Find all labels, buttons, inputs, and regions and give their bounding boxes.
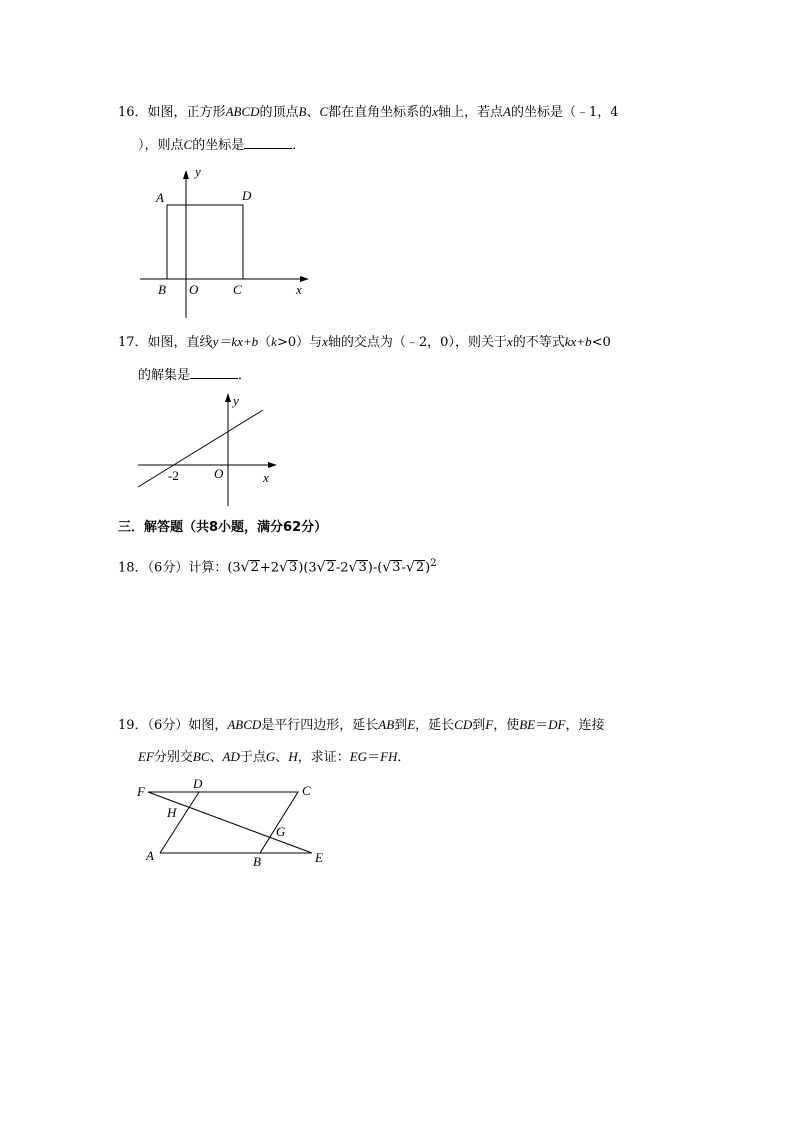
q19-var: CD [454,717,473,732]
label-o: O [214,466,224,481]
label-y: y [233,393,239,408]
sqrt-sign: √ [279,559,288,576]
q16-var: ABCD [225,104,260,119]
q17-text: ． [238,368,252,383]
q16-text: ），则点 [138,138,184,153]
q17-var: x [506,334,513,349]
q19-text: ＝ [367,750,381,765]
q17-eq: y＝kx+b [212,334,259,349]
q18-expr: -2 [335,560,349,576]
radicand: 2 [250,560,259,576]
q19-var: BE [519,717,536,732]
sqrt-sign: √ [316,559,326,576]
sqrt-sign: √ [382,559,392,576]
q16-text: 轴上，若点 [437,105,503,120]
label-d: D [193,776,203,791]
label-a: A [156,190,164,205]
q19-text: 是平行四边形，延长 [261,718,379,733]
q18-number: 18． [118,560,148,576]
label-d: D [242,188,252,203]
q17-text: 的不等式 [512,335,565,350]
q19-var: AB [378,717,395,732]
label-x: x [296,282,302,297]
q17-ineq: kx+b [564,334,592,349]
q19-text: ＝ [535,718,549,733]
q16-text: 的顶点 [259,105,299,120]
q18-text: （6分）计算： [147,560,228,576]
q19-text: ． [397,750,411,765]
sqrt-sign: √ [240,559,250,576]
label-b: B [158,282,166,297]
radicand: 3 [392,560,401,576]
q19-text: 于点 [239,750,266,765]
q18-expr: )-( [367,560,383,576]
q18-expr: (3 [227,560,241,576]
q16-text: 的坐标是（﹣1，4 [510,105,619,120]
q19-text: 到 [394,718,408,733]
q17-number: 17． [118,335,148,350]
q16-var: A [502,104,511,119]
q19-var: F [485,717,494,732]
exponent: 2 [430,558,437,569]
q18-expr: +2 [259,560,280,576]
q17-text: 如图，直线 [147,335,213,350]
q19-var: EG [349,749,368,764]
sqrt-sign: √ [348,559,358,576]
q16-text: 都在直角坐标系的 [328,105,433,120]
q19-var: BC [192,749,210,764]
radicand: 3 [288,560,298,576]
q19-text: 到 [472,718,486,733]
q19-var: EF [138,749,154,764]
q19-var: E [407,717,416,732]
label-c: C [302,783,311,798]
label-e: E [315,850,323,865]
q16-var: C [319,104,329,119]
q18-expr: - [401,560,406,576]
q19-text: ，连接 [565,718,605,733]
q19-var: DF [548,717,566,732]
q16-text: ． [292,138,306,153]
q19-number: 19． [118,718,148,733]
q16-text: 、 [306,105,320,120]
q19-var: FH [380,749,398,764]
q16-text: 如图，正方形 [147,105,226,120]
q19-var: AD [222,749,240,764]
label-minus-2: -2 [168,468,179,483]
q18-expr: ) [425,560,431,576]
q17-var: x [322,334,328,349]
q19-text: ，延长 [415,718,455,733]
q17-text: （ [258,335,272,350]
label-g: G [276,824,286,839]
q16-var: B [298,104,307,119]
q17-var: k [271,334,277,349]
q17-text: >0）与 [276,335,323,350]
label-o: O [189,282,199,297]
radicand: 3 [358,560,367,576]
q17-text: <0 [591,335,611,350]
q19-text: ，使 [493,718,520,733]
q16-text: 的坐标是 [192,138,245,153]
section-title: 三．解答题（共8小题，满分62分） [118,520,328,535]
q19-text: 、 [209,750,223,765]
q19-text: ，求证： [297,750,350,765]
q19-var: ABCD [227,717,262,732]
q18-expr: )(3 [298,560,317,576]
q19-text: 、 [275,750,289,765]
radicand: 2 [326,560,335,576]
q16-var: x [432,104,438,119]
radicand: 2 [415,560,425,576]
label-f: F [137,784,145,799]
label-y: y [195,164,201,179]
q16-number: 16． [118,105,148,120]
q19-text: （6分）如图， [147,718,228,733]
sqrt-sign: √ [405,559,415,576]
q19-var: G [265,749,276,764]
q19-text: 分别交 [153,750,193,765]
label-x: x [263,470,269,485]
q17-text: 轴的交点为（﹣2，0），则关于 [327,335,507,350]
label-c: C [233,282,242,297]
segment-ef [148,792,312,853]
label-h: H [167,805,177,820]
q17-text: 的解集是 [138,368,191,383]
q16-var: C [183,137,193,152]
label-a: A [146,848,154,863]
label-b: B [253,854,261,869]
q19-var: H [288,749,298,764]
